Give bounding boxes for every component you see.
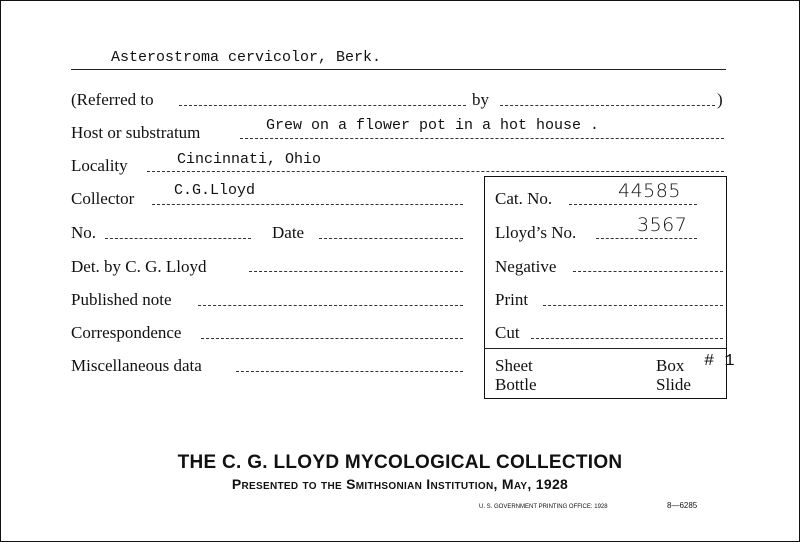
misc-field[interactable] xyxy=(236,371,463,372)
correspondence-field[interactable] xyxy=(201,338,463,339)
collection-title: THE C. G. LLOYD MYCOLOGICAL COLLECTION xyxy=(177,452,623,473)
print-field[interactable] xyxy=(543,305,723,306)
bottle-label: Bottle xyxy=(495,375,537,394)
referred-by-field[interactable] xyxy=(500,105,715,106)
correspondence-label: Correspondence xyxy=(71,323,182,342)
cat-no-label: Cat. No. xyxy=(495,189,553,208)
species-name: Asterostroma cervicolor, Berk. xyxy=(111,49,382,66)
det-label: Det. by C. G. Lloyd xyxy=(71,257,207,276)
locality-value: Cincinnati, Ohio xyxy=(177,151,322,168)
box-value: # 1 xyxy=(704,352,735,371)
date-field[interactable] xyxy=(319,238,463,239)
host-label: Host or substratum xyxy=(71,123,201,142)
box-divider xyxy=(484,348,726,349)
lloyd-no-label: Lloyd’s No. xyxy=(495,223,577,242)
sheet-label: Sheet xyxy=(495,356,533,375)
print-label: Print xyxy=(495,290,529,309)
number-field[interactable] xyxy=(105,238,251,239)
det-field[interactable] xyxy=(249,271,463,272)
misc-label: Miscellaneous data xyxy=(71,356,202,375)
negative-label: Negative xyxy=(495,257,557,276)
referred-close-paren: ) xyxy=(717,90,723,109)
form-number: 8—6285 xyxy=(667,501,698,510)
collector-value: C.G.Lloyd xyxy=(174,182,256,199)
lloyd-no-field[interactable] xyxy=(596,238,697,239)
printing-office-note: U. S. GOVERNMENT PRINTING OFFICE: 1928 xyxy=(479,504,608,510)
collector-field[interactable] xyxy=(152,204,463,205)
date-label: Date xyxy=(272,223,305,242)
cat-no-field[interactable] xyxy=(569,204,697,205)
lloyd-no-value: 3567 xyxy=(637,214,688,236)
referred-label: (Referred to xyxy=(71,90,154,109)
cat-no-value: 44585 xyxy=(618,180,681,202)
published-field[interactable] xyxy=(198,305,463,306)
box-label: Box xyxy=(656,356,685,375)
slide-label: Slide xyxy=(656,375,691,394)
published-label: Published note xyxy=(71,290,172,309)
collection-subtitle: Presented to the Smithsonian Institution, May, 1928 xyxy=(231,476,569,492)
cut-label: Cut xyxy=(495,323,520,342)
number-label: No. xyxy=(71,223,97,242)
species-underline xyxy=(71,69,726,70)
referred-by-label: by xyxy=(472,90,489,109)
host-field[interactable] xyxy=(240,138,724,139)
cut-field[interactable] xyxy=(531,338,723,339)
locality-label: Locality xyxy=(71,156,128,175)
negative-field[interactable] xyxy=(573,271,723,272)
host-value: Grew on a flower pot in a hot house . xyxy=(266,117,600,134)
collector-label: Collector xyxy=(71,189,135,208)
locality-field[interactable] xyxy=(147,171,724,172)
referred-to-field[interactable] xyxy=(179,105,466,106)
